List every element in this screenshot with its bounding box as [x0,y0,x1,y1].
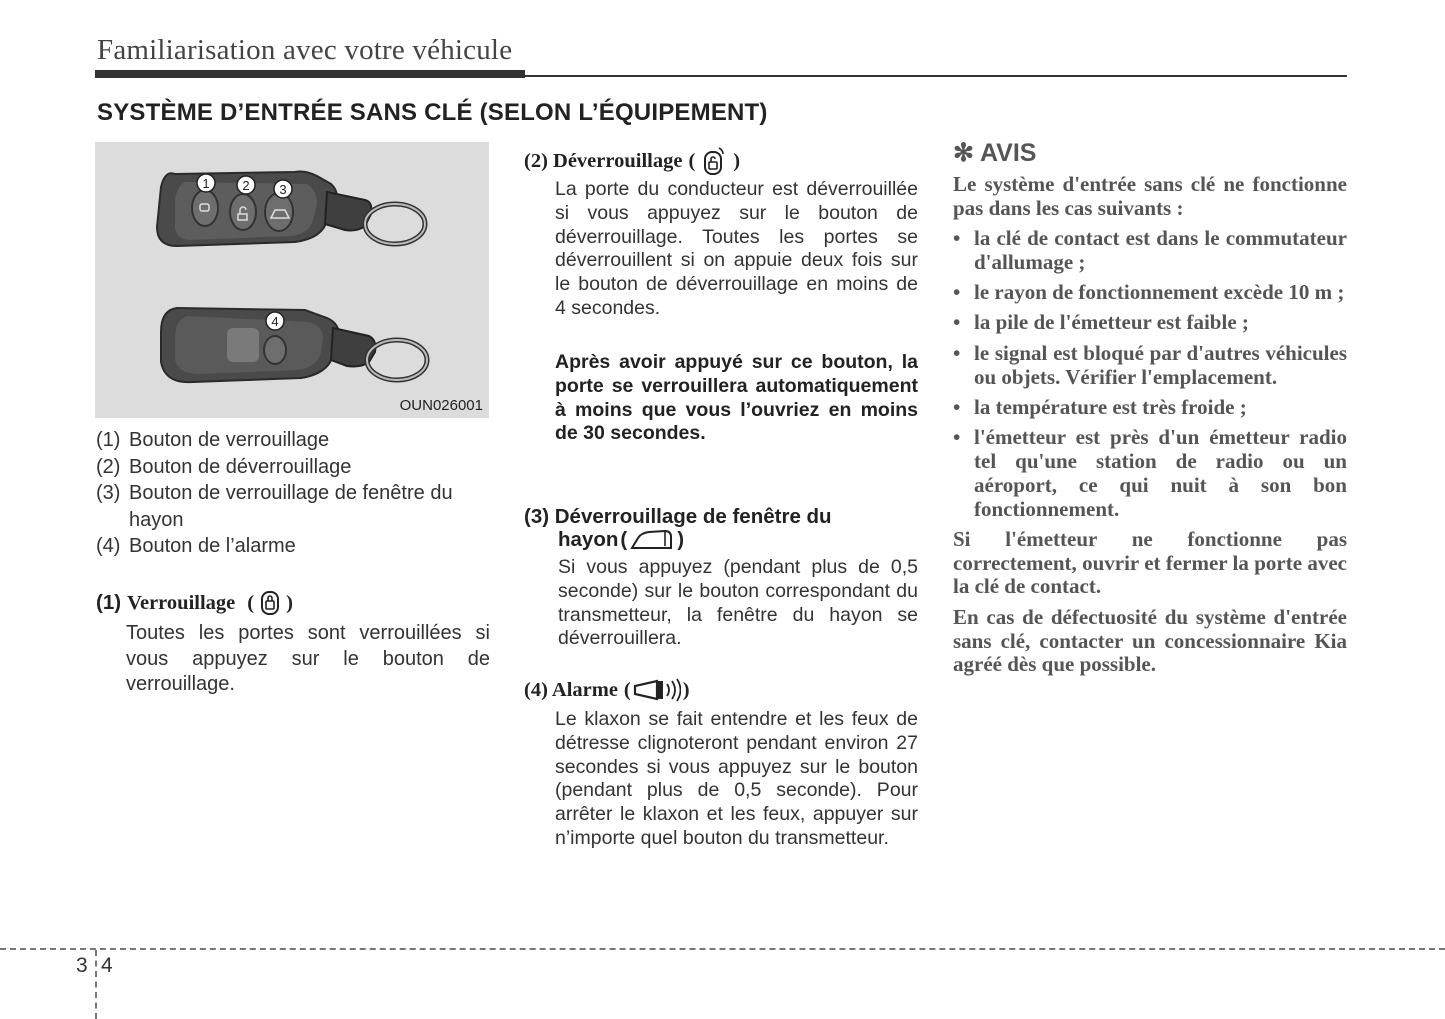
alarm-heading: (4) Alarme ( ) [524,677,690,703]
section-title: SYSTÈME D’ENTRÉE SANS CLÉ (SELON L’ÉQUIPEMENT) [97,99,768,126]
hatch-heading-line2: hayon ( ) [558,528,685,551]
asterisk-icon: ✻ [953,139,974,167]
avis-paragraph: En cas de défectuosité du système d'entrée sans clé, contacter un concessionnaire Kia agréé dès que possible. [953,604,1347,677]
callout-4 [266,312,284,330]
lock-description: Toutes les portes sont verrouillées si vous appuyez sur le bouton de verrouillage. [126,622,490,695]
alarm-description: Le klaxon se fait entendre et les feux de détresse clignoteront pendant environ 27 secondes si vous appuyez sur le bouton (pendant plus de 0,5 seconde). Pour arrêter le klaxon et les feux, appuyer sur n’importe quel bouton du transmetteur. [555,708,918,849]
chapter-number: 3 [76,954,88,977]
legend-item: (4) Bouton de l’alarme [96,535,296,557]
list-item: • l'émetteur est près d'un émetteur radio tel qu'une station de radio ou un aéroport, ce qui nuit à son bon fonctionnement. [953,425,1347,521]
unlock-description: La porte du conducteur est déverrouillée si vous appuyez sur le bouton de déverrouillage. Toutes les portes se déverrouillent si on appuie deux fois sur le bouton de déverrouillage en moins de 4 secondes. [555,178,918,319]
svg-text:1: 1 [202,176,210,191]
unlock-auto-relock-note: Après avoir appuyé sur ce bouton, la porte se verrouillera automatiquement à moins que vous l’ouvriez en moins de 30 secondes. [555,351,918,445]
page-number: 4 [101,954,113,977]
horn-icon [633,677,681,703]
legend-item: (2) Bouton de déverrouillage [96,455,352,478]
callout-2 [237,176,255,194]
unlock-icon [701,146,727,176]
list-item: • la pile de l'émetteur est faible ; [953,310,1249,335]
avis-notice [953,173,1347,684]
legend-item: (3) Bouton de verrouillage de fenêtre du hayon [96,482,453,531]
avis-intro: Le système d'entrée sans clé ne fonctionne pas dans les cas suivants : [953,172,1347,220]
list-item: • le signal est bloqué par d'autres véhicules ou objets. Vérifier l'emplacement. [953,340,1347,389]
svg-text:4: 4 [271,314,279,329]
key-fob-bottom [161,308,427,382]
legend-item: (1) Bouton de verrouillage [96,429,330,451]
callout-1 [197,174,215,192]
hatch-heading: (3) Déverrouillage de fenêtre du [524,505,832,528]
footer-divider [95,950,97,1019]
list-item: • la clé de contact est dans le commutateur d'allumage ; [953,226,1347,274]
button-legend [96,427,496,560]
header-rule [95,75,1347,77]
list-item: • le rayon de fonctionnement excède 10 m ; [953,280,1345,305]
avis-list [953,227,1347,521]
lock-heading: (1) Verrouillage ( ) [96,591,293,614]
key-fob-figure [95,142,489,418]
avis-heading: ✻ AVIS [953,139,1037,167]
avis-paragraph: Si l'émetteur ne fonctionne pas correctement, ouvrir et fermer la porte avec la clé de contact. [953,526,1347,599]
hatch-window-icon [629,528,675,552]
svg-text:2: 2 [242,178,250,193]
figure-code: OUN026001 [399,397,483,414]
callout-3 [274,180,292,198]
svg-text:3: 3 [279,182,287,197]
list-item: • la température est très froide ; [953,394,1247,419]
key-fob-illustration [95,142,489,418]
unlock-heading: (2) Déverrouillage ( ) [524,146,740,176]
chapter-header: Familiarisation avec votre véhicule [97,34,513,66]
lock-icon [260,590,280,616]
hatch-description: Si vous appuyez (pendant plus de 0,5 seconde) sur le bouton correspondant du transmetteur, la fenêtre du hayon se déverrouillera. [558,556,918,650]
footer-rule [0,948,1445,950]
